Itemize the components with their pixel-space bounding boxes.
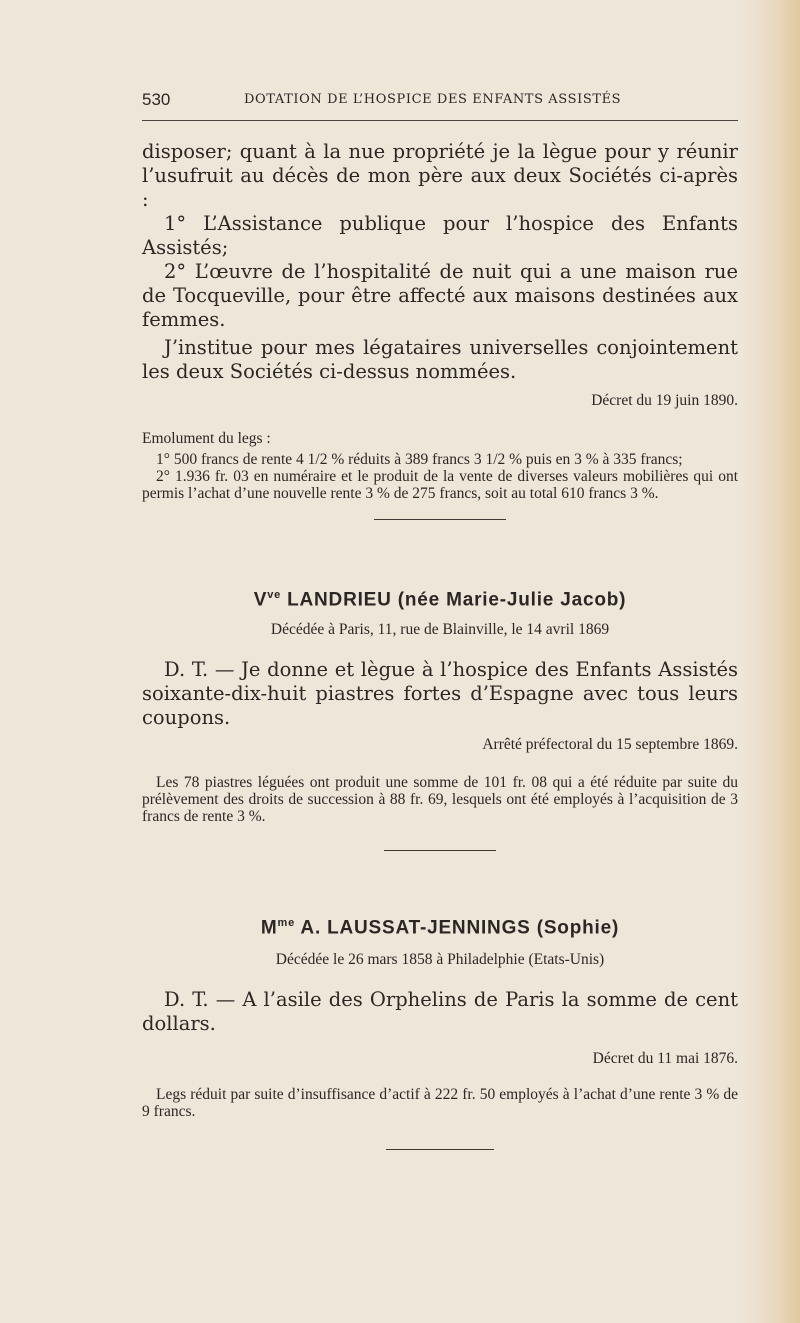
page-number: 530 — [142, 90, 171, 109]
section-3 — [142, 988, 738, 1120]
title-superscript: ve — [267, 589, 282, 601]
section-1 — [142, 140, 738, 502]
entry-subtitle: Décédée le 26 mars 1858 à Philadelphie (Etats-Unis) — [275, 951, 605, 968]
entry-title — [142, 589, 738, 611]
page-edge-shadow — [740, 0, 800, 1323]
paragraph: J’institue pour mes légataires universelles conjointement les deux Sociétés ci-dessus nommées. — [142, 336, 738, 383]
paragraph: disposer; quant à la nue propriété je la lègue pour y réunir l’usufruit au décès de mon père aux deux Sociétés ci-après : — [142, 140, 738, 211]
section-separator — [386, 1149, 494, 1150]
note: Les 78 piastres léguées ont produit une somme de 101 fr. 08 qui a été réduite par suite du prélèvement des droits de succession à 88 fr. 69, lesquels ont été employés à l’acquisition de 3 francs de rente 3 %. — [142, 774, 738, 825]
list-item: 2° L’œuvre de l’hospitalité de nuit qui a une maison rue de Tocqueville, pour être affecté aux maisons destinées aux femmes. — [142, 260, 738, 331]
list-item: 1° L’Assistance publique pour l’hospice des Enfants Assistés; — [142, 212, 738, 259]
decree-line: Décret du 19 juin 1890. — [591, 392, 738, 409]
section-separator — [374, 519, 506, 520]
title-name: A. LAUSSAT-JENNINGS (Sophie) — [295, 917, 620, 939]
title-name: LANDRIEU (née Marie-Julie Jacob) — [281, 589, 627, 611]
paragraph: D. T. — Je donne et lègue à l’hospice des Enfants Assistés soixante-dix-huit piastres fortes d’Espagne avec tous leurs coupons. — [142, 658, 738, 729]
title-prefix: M — [260, 917, 278, 939]
entry-subtitle: Décédée à Paris, 11, rue de Blainville, le 14 avril 1869 — [270, 621, 610, 638]
paragraph: D. T. — A l’asile des Orphelins de Paris la somme de cent dollars. — [142, 988, 738, 1035]
running-title: DOTATION DE L’HOSPICE DES ENFANTS ASSISTÉS — [244, 92, 622, 107]
title-superscript: me — [277, 917, 296, 929]
title-prefix: V — [253, 589, 268, 611]
emolument-title: Emolument du legs : — [142, 430, 271, 447]
entry-title — [142, 917, 738, 939]
note: Legs réduit par suite d’insuffisance d’actif à 222 fr. 50 employés à l’achat d’une rente 3 % de 9 francs. — [142, 1086, 738, 1120]
emolument-item: 2° 1.936 fr. 03 en numéraire et le produit de la vente de diverses valeurs mobilières qui ont permis l’achat d’une nouvelle rente 3 % de 275 francs, soit au total 610 francs 3 %. — [142, 468, 738, 502]
section-2 — [142, 658, 738, 825]
decree-line: Arrêté préfectoral du 15 septembre 1869. — [482, 736, 738, 753]
emolument-item: 1° 500 francs de rente 4 1/2 % réduits à 389 francs 3 1/2 % puis en 3 % à 335 francs; — [156, 451, 683, 468]
page-header — [142, 90, 738, 112]
decree-line: Décret du 11 mai 1876. — [592, 1050, 738, 1067]
section-separator — [384, 850, 496, 851]
header-rule — [142, 120, 738, 121]
